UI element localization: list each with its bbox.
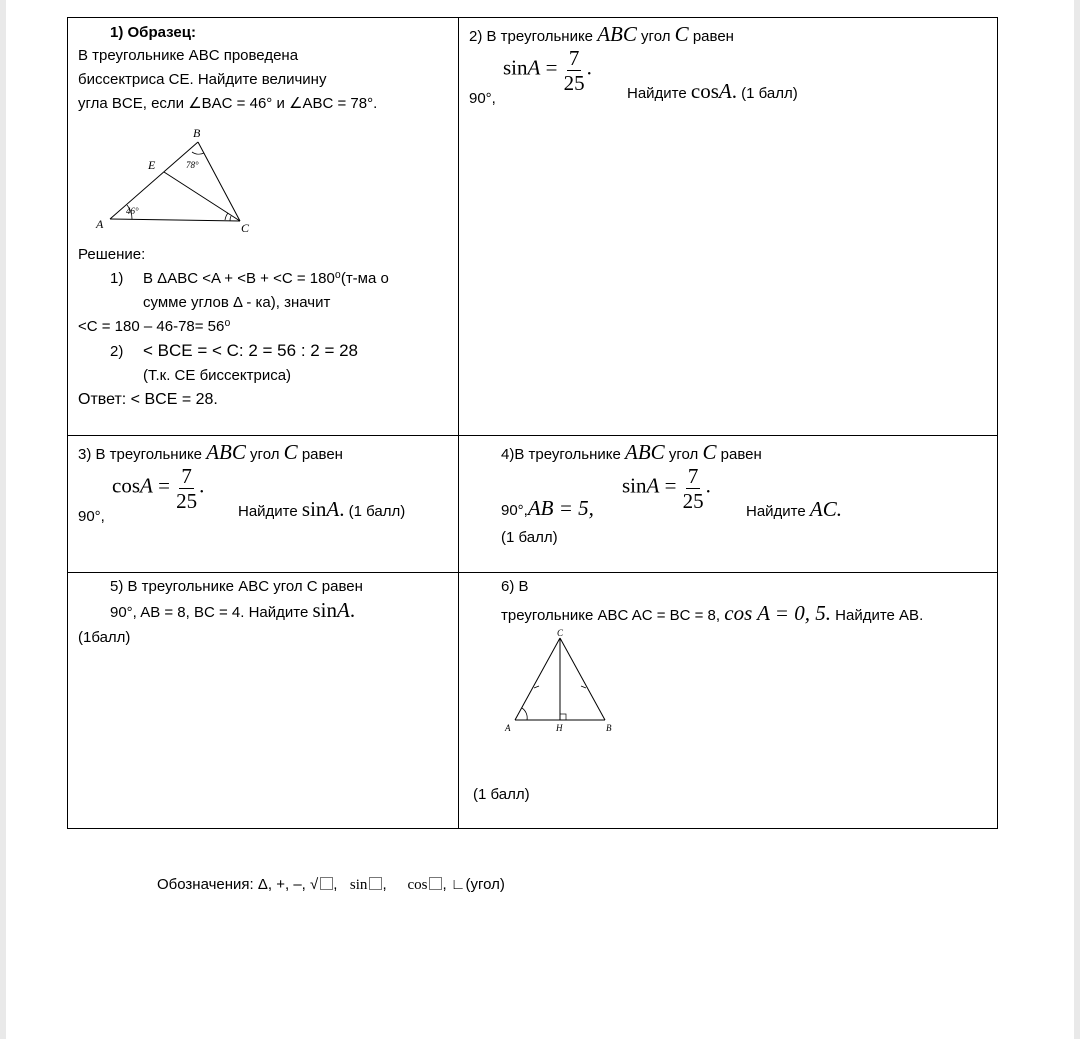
task-3-triangle: ABC [206, 440, 246, 464]
task-4-dot: . [705, 473, 711, 498]
fig1-label-a: A [96, 217, 104, 231]
task-4-numerator: 7 [687, 464, 699, 488]
task-3-eq: = [152, 473, 170, 498]
sqrt-placeholder-box [320, 877, 333, 890]
task-2-numerator: 7 [568, 46, 580, 70]
step-1-line-b: сумме углов Δ - ка), значит [143, 294, 331, 311]
task-5-target-func: sin [312, 598, 337, 622]
sin-placeholder-box [369, 877, 382, 890]
task-5-cell: 5) В треугольнике ABC угол C равен 90°, AB = 8, BC = 4. Найдите sinA. (1балл) [67, 572, 459, 829]
notation-angle: ∟(угол) [450, 876, 505, 893]
task-2-target-func: cos [690, 79, 719, 103]
task-2-denominator: 25 [563, 71, 585, 95]
task-2-func: sin [503, 55, 528, 80]
task-4-deg: 90°, [501, 502, 528, 519]
task-3-var: A [140, 473, 153, 498]
task-1-line-1: В треугольнике ABC проведена [78, 47, 299, 64]
task-6-cos-expr: cos A = 0, 5. [724, 601, 831, 625]
notation-cos: cos [407, 877, 428, 893]
task-3-func: cos [112, 473, 140, 498]
task-3-dot: . [199, 473, 205, 498]
task-2-vertex: C [674, 22, 689, 46]
notation-row: Обозначения: Δ, +, –, √ , sin , cos , ∟(угол) [157, 876, 505, 893]
task-4-ab: AB = 5, [527, 496, 594, 520]
task-3-target-func: sin [301, 497, 327, 521]
task-6-line-2: треугольнике ABC AC = BC = 8, [501, 607, 721, 624]
answer-line: Ответ: < BCE = 28. [78, 391, 218, 408]
task-3-find: Найдите [238, 503, 298, 520]
task-4-func: sin [622, 473, 647, 498]
task-2-ugol: угол [641, 28, 671, 45]
task-4-vertex: C [702, 440, 717, 464]
step-1-line-c: <C = 180 – 46-78= 56⁰ [78, 318, 231, 335]
task-4-score: (1 балл) [501, 529, 558, 546]
sqrt-symbol: √ [310, 876, 319, 893]
notation-label: Обозначения: Δ, +, –, [157, 876, 306, 893]
task-5-line-2: 90°, AB = 8, BC = 4. Найдите [110, 604, 309, 621]
task-4-ugol: угол [668, 446, 699, 463]
notation-sin: sin [349, 877, 368, 893]
page-edge-left [0, 0, 6, 1039]
task-2-target-var: A [718, 79, 732, 103]
task-3-score: (1 балл) [348, 503, 406, 520]
fig1-label-e: E [148, 158, 156, 172]
task-2-find: Найдите [627, 85, 687, 102]
step-2-line-a: < BCE = < C: 2 = 56 : 2 = 28 [143, 341, 358, 360]
task-3-deg: 90°, [78, 508, 105, 525]
solution-label: Решение: [78, 246, 146, 263]
step-1-number: 1) [110, 270, 124, 287]
task-4-cell [458, 435, 998, 573]
fig6-label-a: A [505, 723, 511, 733]
task-2-raven: равен [692, 28, 734, 45]
fig6-label-c: C [557, 628, 564, 638]
step-2-number: 2) [110, 343, 124, 360]
task-6-cell [458, 572, 998, 829]
task-2-cell: 2) В треугольнике ABC угол C равен 90°, sinA = $\frac{7}{25}$ . Найдите cosA. (1 балл) [458, 17, 998, 436]
task-4-var: A [646, 473, 660, 498]
task-3-fraction [176, 464, 197, 513]
step-1-line-a: В ΔABC <A + <B + <C = 180⁰(т-ма о [143, 270, 389, 287]
task-4-intro: 4)В треугольнике [501, 446, 621, 463]
task-2-triangle: ABC [597, 22, 637, 46]
fig1-angle-a: 46° [126, 206, 139, 216]
task-4-find: Найдите [746, 503, 806, 520]
task-6-line-1: 6) В [501, 578, 529, 595]
task-3-ugol: угол [250, 446, 280, 463]
task-2-score: (1 балл) [741, 85, 798, 102]
task-5-target-var: A [337, 598, 350, 622]
task-5-line-1: 5) В треугольнике ABC угол C равен [110, 578, 363, 595]
fig1-angle-b: 78° [186, 160, 199, 170]
task-3-raven: равен [301, 446, 343, 463]
fig6-label-h: H [556, 723, 563, 733]
fig6-label-b: B [606, 723, 612, 733]
task-2-deg: 90°, [469, 90, 496, 107]
task-6-score: (1 балл) [473, 786, 530, 803]
task-1-line-2: биссектриса CE. Найдите величину [78, 71, 327, 88]
task-3-cell: 3) В треугольнике ABC угол C равен 90°, cosA = $\frac{7}{25}$ . Найдите sinA. (1 балл) [67, 435, 459, 573]
task-1-heading: 1) Образец: [110, 24, 196, 41]
fig1-label-c: C [241, 221, 250, 235]
task-4-raven: равен [720, 446, 762, 463]
step-2-line-b: (Т.к. CE биссектриса) [143, 367, 292, 384]
task-2-intro: 2) В треугольнике [469, 28, 594, 45]
task-6-find: Найдите AB. [835, 607, 924, 624]
task-6-isosceles-figure [499, 628, 619, 738]
task-1-line-3: угла BCE, если ∠BAC = 46° и ∠ABC = 78°. [78, 95, 378, 112]
task-2-eq: = [540, 55, 558, 80]
task-2-dot: . [586, 55, 592, 80]
page-edge-right [1074, 0, 1080, 1039]
task-5-score: (1балл) [78, 629, 131, 646]
task-4-triangle: ABC [625, 440, 665, 464]
task-3-numerator: 7 [181, 464, 192, 488]
task-1-triangle-figure [92, 122, 282, 237]
task-2-var: A [527, 55, 541, 80]
task-3-target-var: A [326, 497, 340, 521]
task-4-fraction [683, 464, 704, 513]
task-3-intro: 3) В треугольнике [78, 446, 203, 463]
fig1-label-b: B [193, 126, 201, 140]
cos-placeholder-box [429, 877, 442, 890]
task-4-denominator: 25 [682, 489, 704, 513]
task-3-denominator: 25 [176, 489, 198, 513]
task-4-eq: = [659, 473, 677, 498]
task-4-target: AC. [809, 497, 842, 521]
task-1-cell [67, 17, 459, 436]
task-2-fraction [564, 46, 585, 95]
task-3-vertex: C [283, 440, 298, 464]
